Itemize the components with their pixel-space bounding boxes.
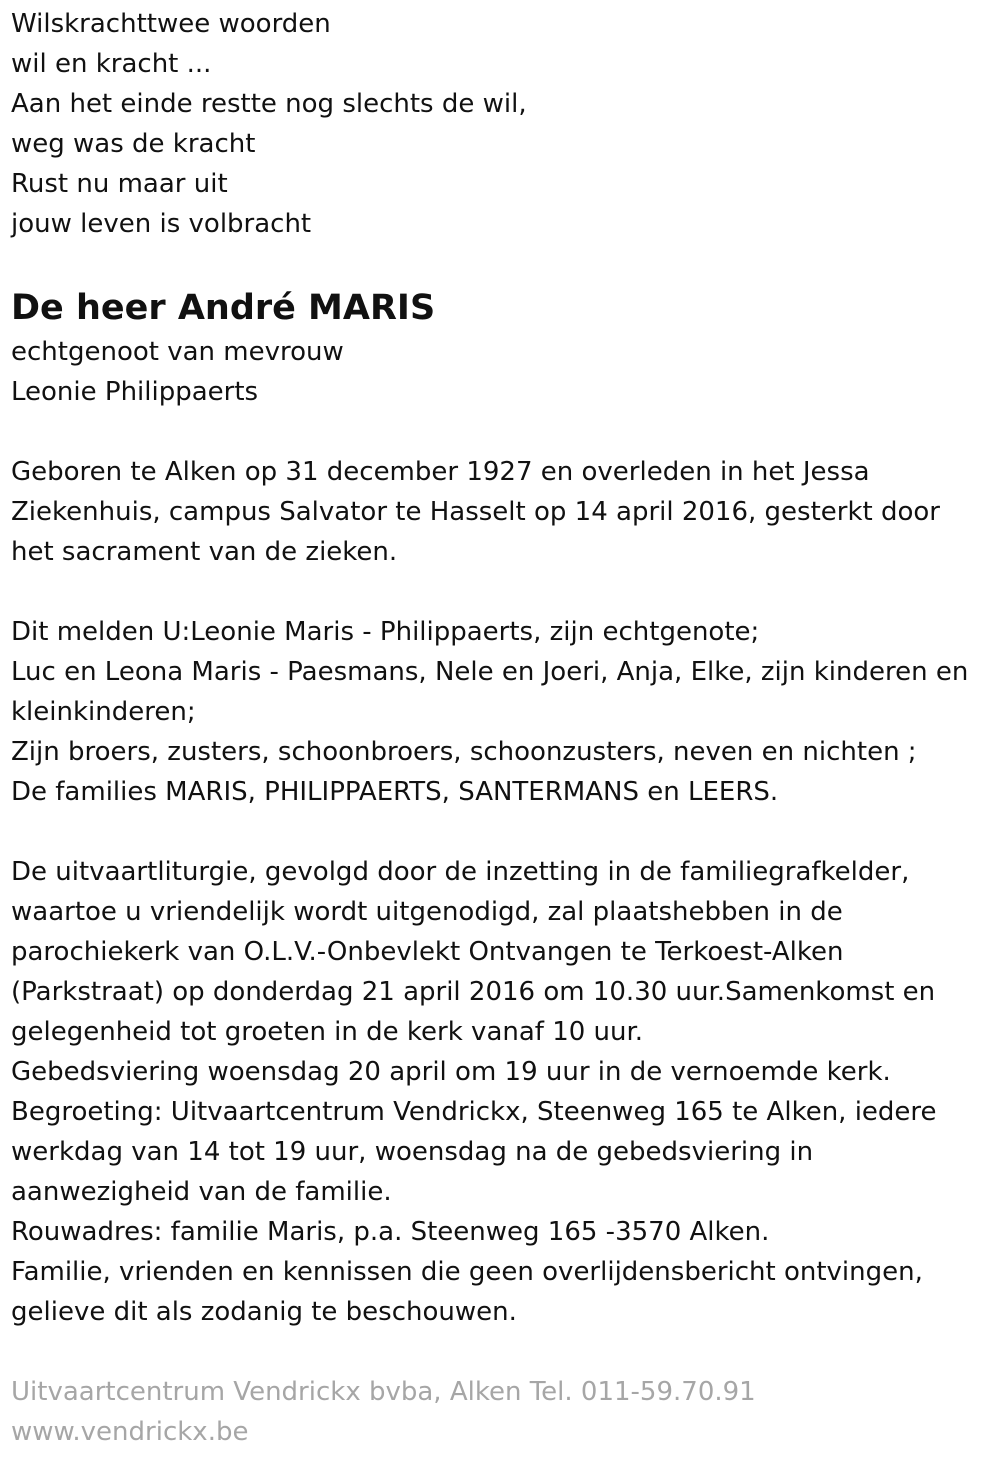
poem-line: Aan het einde restte nog slechts de wil, — [11, 89, 527, 119]
funeral-home-contact: Uitvaartcentrum Vendrickx bvba, Alken Tel. 011-59.70.91 — [11, 1377, 756, 1407]
paragraph-line: het sacrament van de zieken. — [11, 537, 398, 567]
paragraph-line: parochiekerk van O.L.V.-Onbevlekt Ontvangen te Terkoest-Alken — [11, 937, 844, 967]
paragraph-line: kleinkinderen; — [11, 697, 196, 727]
funeral-home-website: www.vendrickx.be — [11, 1417, 249, 1447]
poem-line: Wilskrachttwee woorden — [11, 9, 331, 39]
spouse-line: Leonie Philippaerts — [11, 377, 259, 407]
deceased-name-title: De heer André MARIS — [11, 288, 436, 328]
paragraph-line: Gebedsviering woensdag 20 april om 19 uur in de vernoemde kerk. — [11, 1057, 891, 1087]
poem-line: wil en kracht ... — [11, 49, 212, 79]
paragraph-line: Geboren te Alken op 31 december 1927 en overleden in het Jessa — [11, 457, 870, 487]
spouse-line: echtgenoot van mevrouw — [11, 337, 344, 367]
paragraph-line: Begroeting: Uitvaartcentrum Vendrickx, Steenweg 165 te Alken, iedere — [11, 1097, 937, 1127]
paragraph-line: aanwezigheid van de familie. — [11, 1177, 392, 1207]
paragraph-gap — [11, 412, 991, 452]
paragraph-line: De families MARIS, PHILIPPAERTS, SANTERMANS en LEERS. — [11, 777, 779, 807]
birth-death-paragraph — [11, 452, 991, 572]
funeral-home-footer — [11, 1372, 991, 1452]
announcement-paragraph — [11, 612, 991, 812]
paragraph-line: gelegenheid tot groeten in de kerk vanaf 10 uur. — [11, 1017, 644, 1047]
paragraph-line: Zijn broers, zusters, schoonbroers, schoonzusters, neven en nichten ; — [11, 737, 917, 767]
paragraph-line: (Parkstraat) op donderdag 21 april 2016 om 10.30 uur.Samenkomst en — [11, 977, 936, 1007]
poem — [11, 4, 991, 244]
paragraph-gap — [11, 572, 991, 612]
paragraph-gap — [11, 812, 991, 852]
paragraph-line: De uitvaartliturgie, gevolgd door de inzetting in de familiegrafkelder, — [11, 857, 910, 887]
spouse-info — [11, 332, 991, 412]
poem-line: jouw leven is volbracht — [11, 209, 312, 239]
paragraph-line: gelieve dit als zodanig te beschouwen. — [11, 1297, 517, 1327]
obituary-document — [11, 4, 991, 1452]
paragraph-line: Rouwadres: familie Maris, p.a. Steenweg 165 -3570 Alken. — [11, 1217, 770, 1247]
paragraph-line: Dit melden U:Leonie Maris - Philippaerts, zijn echtgenote; — [11, 617, 760, 647]
poem-line: Rust nu maar uit — [11, 169, 228, 199]
paragraph-line: Familie, vrienden en kennissen die geen overlijdensbericht ontvingen, — [11, 1257, 923, 1287]
funeral-paragraph — [11, 852, 991, 1332]
poem-line: weg was de kracht — [11, 129, 256, 159]
paragraph-line: Luc en Leona Maris - Paesmans, Nele en Joeri, Anja, Elke, zijn kinderen en — [11, 657, 969, 687]
paragraph-gap — [11, 1332, 991, 1372]
paragraph-line: Ziekenhuis, campus Salvator te Hasselt op 14 april 2016, gesterkt door — [11, 497, 940, 527]
paragraph-line: werkdag van 14 tot 19 uur, woensdag na de gebedsviering in — [11, 1137, 814, 1167]
paragraph-line: waartoe u vriendelijk wordt uitgenodigd, zal plaatshebben in de — [11, 897, 843, 927]
